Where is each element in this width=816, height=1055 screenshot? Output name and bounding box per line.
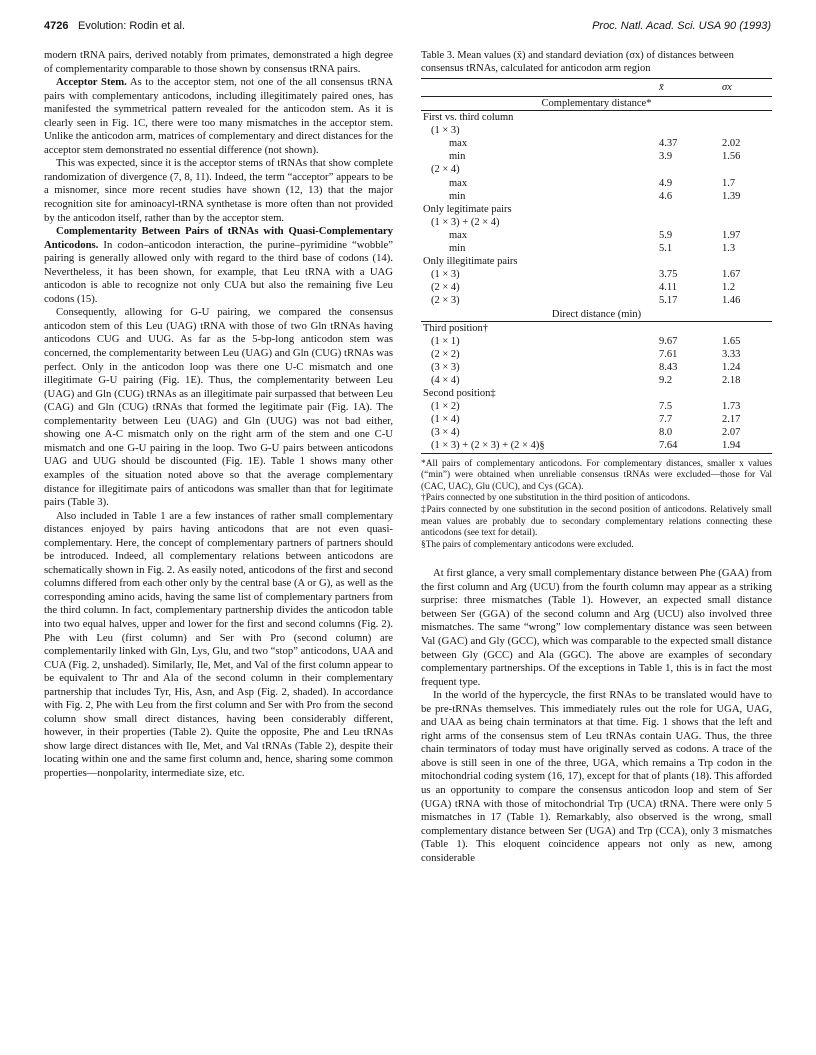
row-label: max [449,177,468,189]
paragraph-text: In codon–anticodon interaction, the purine–pyrimidine “wobble” pairing is generally allowed only with regard to the third base of codons (14). Nevertheless, it has been shown, for example, that Leu tRNA with a UAG anticodon is able to recognize not only CUA but also the remaining five Leu codons (15). [44,238,393,305]
row-label: Only legitimate pairs [423,203,512,215]
mean-value [653,216,714,229]
table-section-row [421,308,772,322]
left-column [44,49,393,781]
sd-value [714,216,772,229]
sd-value: 1.94 [714,439,772,453]
table-row [421,203,772,216]
table-row [421,361,772,374]
section-label: Complementary distance* [421,97,772,111]
mean-value [653,321,714,335]
table-row [421,321,772,335]
table-row [421,124,772,137]
table-row [421,216,772,229]
sd-value [714,124,772,137]
row-label: (3 × 3) [431,361,460,373]
mean-value: 7.7 [659,414,673,426]
paragraph: Consequently, allowing for G-U pairing, we compared the consensus anticodon stem of this Leu (UAG) tRNA with those of two Gln tRNAs having anticodons CUG and UUG. As far as the 5-bp-long anticodon stem was concerned, the complementarity between Leu (UAG) and Gln (CUG) tRNAs was perfect. Only in the anticodon loop was there one U-C mismatch and one illegitimate G-U pairing (Fig. 1E). Thus, the complementarity between Leu (UAG) and Gln (CUG) tRNAs as an illegitimate pair surpassed that between Leu (CAG) and Gln (CUG) tRNAs that formed the legitimate pair (Fig. 1A). The complementarity between Leu (UAG) and Gln (UUG) was not bad either, showing one A-C mismatch only on the right arm of the stem and one C-U mismatch and one G-U pairing in the loop. Two G-U pairs between anticodons UAG and UUG should be discounted (Fig. 1E). Table 1 shows many other examples of the situation noted above so that the average complementary distance for illegitimate pairs of anticodons was smaller than that for legitimate pairs (Table 3). [44,306,393,509]
table-row [421,439,772,453]
sd-value: 1.46 [722,295,741,307]
paragraph [44,76,393,157]
row-label: (2 × 2) [431,348,460,360]
row-label: min [449,190,466,202]
sd-value: 1.2 [722,282,736,294]
table-footnote: †Pairs connected by one substitution in the third position of anticodons. [421,493,690,504]
sd-value: 3.33 [722,348,741,360]
table-row [421,111,772,125]
section-heading: Acceptor Stem. [56,76,127,89]
table-footnote: §The pairs of complementary anticodons were excluded. [421,539,634,550]
paragraph: At first glance, a very small complementary distance between Phe (GAA) from the first column and Arg (UCU) from the fourth column may appear as a striking surprise: three mismatches (Table 1). However, an expected small distance between Ser (GGA) of the second column and Arg (UCU) also involved three mismatches. The same “wrong” low complementary distance was seen between Val (GAC) and Gly (GCC), which was comparable to the expected small distance between Gly (GCC) and Ala (GGC). The above are examples of secondary complementary partnerships. Of the exceptions in Table 1, this is in fact the most frequent type. [421,567,772,688]
table-caption-text: Mean values (x̄) and standard deviation (σx) of distances between consensus tRNAs, calculated for anticodon arm region [421,50,734,74]
mean-value: 5.9 [659,229,673,241]
table-row [421,242,772,255]
table-row [421,426,772,439]
table-row [421,229,772,242]
row-label: (2 × 4) [431,164,460,176]
paragraph: modern tRNA pairs, derived notably from primates, demonstrated a high degree of complementarity comparable to those shown by consensus tRNA pairs. [44,49,393,75]
row-label: (1 × 3) + (2 × 3) + (2 × 4)§ [431,440,545,452]
sd-value: 1.3 [722,243,736,255]
sd-value: 2.17 [722,414,741,426]
row-label: (4 × 4) [431,374,460,386]
row-label: (1 × 3) [431,125,460,137]
mean-value: 4.37 [659,138,678,150]
row-label: (2 × 3) [431,295,460,307]
sd-value: 1.39 [722,190,741,202]
table-footnote: *All pairs of complementary anticodons. For complementary distances, smaller x values (“min”) were obtained when unreliable consensus tRNAs were excluded—those for Val (CAC, UAC), Glu (CUC), and Cys (GCA). [421,458,772,492]
mean-value: 7.61 [659,348,678,360]
row-label: max [449,229,468,241]
mean-value [653,111,714,125]
col-header-sd: σx [714,79,772,97]
table-section-row [421,97,772,111]
row-label: (1 × 4) [431,414,460,426]
right-column [421,49,772,865]
mean-value: 5.1 [659,243,673,255]
sd-value: 1.7 [722,177,736,189]
table-row [421,413,772,426]
mean-value: 3.9 [659,151,673,163]
row-label: (1 × 1) [431,335,460,347]
mean-value [653,387,714,400]
table-row [421,348,772,361]
sd-value [714,111,772,125]
table-row [421,294,772,307]
table-row [421,163,772,176]
mean-value [653,255,714,268]
section-label: Direct distance (min) [421,308,772,322]
row-label: (1 × 3) + (2 × 4) [431,216,500,228]
mean-value: 7.64 [653,439,714,453]
sd-value: 2.18 [722,374,741,386]
mean-value: 5.17 [659,295,678,307]
paragraph: This was expected, since it is the acceptor stems of tRNAs that show complete randomization of divergence (7, 8, 11). Indeed, the term “acceptor” appears to be a misnomer, since more recent studies have shown (12, 13) that the major recognition site for aminoacyl-tRNA synthetase is more often than not provided by the anticodon itself, rather than by the acceptor stem. [44,157,393,224]
row-label: Only illegitimate pairs [423,256,518,268]
col-header-mean: x̄ [653,79,714,97]
table-footnotes [421,459,772,552]
row-label: (2 × 4) [431,282,460,294]
section-heading: Complementarity Between Pairs of tRNAs with Quasi-Complementary Anticodons. [44,225,393,251]
paragraph [44,225,393,306]
table-footnote: ‡Pairs connected by one substitution in the second position of anticodons. Relatively small mean values are probably due to secondary complementary relations connecting these anticodons (see text for detail). [421,504,772,539]
mean-value: 4.11 [659,282,677,294]
row-label: (1 × 3) [431,269,460,281]
paragraph: In the world of the hypercycle, the first RNAs to be translated would have to be pre-tRNAs themselves. This immediately rules out the role for UGA, UAG, and UAA as being chain terminators at that time. Fig. 1 shows that the left and right arms of the consensus stem of Leu tRNAs contain UAG. Thus, the three chain terminators of today must have originally served as codons. A trace of the above is still seen in one of the three, UGA, which remains a Trp codon in the mitochondrial coding system (16, 17), except for that of plants (18). This afforded us an opportunity to compare the consensus anticodon loop and stem of Ser (UGA) tRNA with those of mitochondrial Trp (UCA) tRNA. There were only 5 mismatches in 17 (Table 1). Remarkably, also observed is the wrong, small complementary distance between Ser (UGA) and Trp (CCA), only 3 mismatches (Table 1). This eloquent coincidence appears not only as new, among considerable [421,689,772,864]
sd-value: 1.73 [722,401,741,413]
running-head: Evolution: Rodin et al. [78,20,186,32]
paragraph: Also included in Table 1 are a few instances of rather small complementary distances enjoyed by pairs having anticodons that are not even quasi-complementary. Here, the concept of complementary partners of partners should be introduced. Indeed, all complementary relations between anticodons are schematically shown in Fig. 2. As easily noted, anticodons of the first and second columns differed from each other only by the central base (A or G), as well as the corresponding amino acids, having the same list of complementary partners from the third column. In fact, complementary partnership divides the anticodon table into two equal halves, upper and lower for the first and second columns (Fig. 2). Phe with Leu (first column) and Ser with Pro (second column) are complementarily linked with Gln, Lys, Glu, and two “stop” anticodons, UAA and CUA (Fig. 2, unshaded). Similarly, Ile, Met, and Val of the first column appear to be equivalent to Thr and Ala of the second column in their complementary partnership that includes Tyr, His, Asn, and Asp (Fig. 2, shaded). In accordance with Fig. 2, Phe with Leu from the first column and Ser with Pro from the second column show small direct distances, having been considerably different, however, in their properties (Table 2). Quite the opposite, Phe and Leu tRNAs show large direct distances with Ile, Met, and Val tRNAs (Table 2), despite their locating within one and the same first column and, hence, sharing some common properties—nonpolarity, intermediate size, etc. [44,509,393,779]
table-3 [421,78,772,454]
journal-citation: Proc. Natl. Acad. Sci. USA 90 (1993) [592,20,771,32]
table-row [421,374,772,387]
mean-value: 8.43 [659,361,678,373]
table-row [421,177,772,190]
sd-value [714,387,772,400]
sd-value: 1.56 [722,151,741,163]
mean-value [653,203,714,216]
table-caption [421,49,772,75]
paragraph-text: As to the acceptor stem, not one of the all consensus tRNA pairs with complementary anticodons, including illegitimately paired ones, has manifested the symmetrical pattern revealed for the anticodon stem. As it is clearly seen in Fig. 1C, there were too many mismatches in the acceptor stem. Unlike the anticodon arm, matrices of complementary and direct distances for the acceptor stem demonstrated no essential difference (not shown). [44,76,393,156]
table-row [421,268,772,281]
sd-value: 1.67 [722,269,741,281]
row-label: min [449,243,466,255]
row-label: (1 × 2) [431,401,460,413]
sd-value: 1.97 [722,229,741,241]
table-row [421,150,772,163]
row-label: min [449,151,466,163]
mean-value: 9.67 [659,335,678,347]
table-label: Table 3. [421,50,455,61]
mean-value: 7.5 [659,401,673,413]
mean-value: 4.6 [659,190,673,202]
mean-value: 3.75 [659,269,678,281]
sd-value: 1.65 [722,335,741,347]
sd-value: 2.02 [722,138,741,150]
row-label: Second position‡ [423,388,496,400]
mean-value [653,163,714,176]
sd-value: 2.07 [722,427,741,439]
row-label: First vs. third column [423,112,514,124]
table-row [421,255,772,268]
running-header [44,20,771,38]
sd-value [714,163,772,176]
sd-value [714,255,772,268]
sd-value [714,203,772,216]
row-label: (3 × 4) [431,427,460,439]
row-label: Third position† [423,322,489,334]
sd-value [714,321,772,335]
row-label: max [449,138,468,150]
table-row [421,137,772,150]
page-number: 4726 [44,20,69,32]
table-row [421,335,772,348]
table-row [421,281,772,294]
right-column-text [421,567,772,865]
table-row [421,190,772,203]
mean-value [653,124,714,137]
table-header-row [421,79,772,97]
table-row [421,387,772,400]
mean-value: 4.9 [659,177,673,189]
mean-value: 8.0 [659,427,673,439]
mean-value: 9.2 [659,374,673,386]
table-row [421,400,772,413]
sd-value: 1.24 [722,361,741,373]
